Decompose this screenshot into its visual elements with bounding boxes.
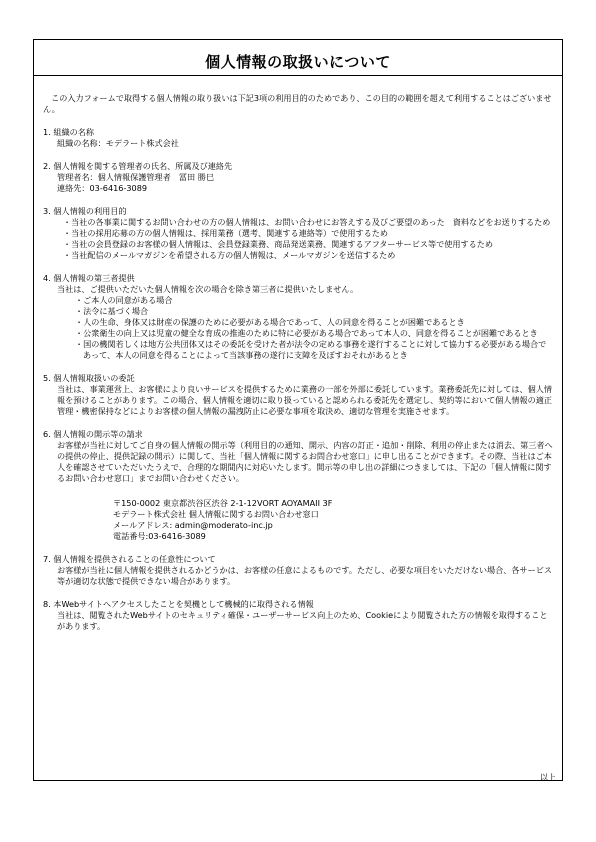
organization-name: 組織の名称：モデラート株式会社 xyxy=(57,138,179,148)
section-heading: 3. 個人情報の利用目的 xyxy=(43,206,127,216)
contact-address-block xyxy=(43,498,553,542)
section-heading: 7. 個人情報を提供されることの任意性について xyxy=(43,554,216,564)
cookies-body: 当社は、閲覧されたWebサイトのセキュリティ確保・ユーザーサービス向上のため、Cookieにより閲覧された方の情報を取得することがあります。 xyxy=(57,610,548,631)
list-item: ・当社配信のメールマガジンを希望される方の個人情報は、メールマガジンを送信するため xyxy=(63,250,396,260)
list-item: ・公衆衛生の向上又は児童の健全な育成の推進のために特に必要がある場合であって本人の、同意を得ることが困難であるとき xyxy=(75,328,538,338)
section-third-party xyxy=(43,273,553,361)
outsourcing-body: 当社は、事業運営上、お客様により良いサービスを提供するために業務の一部を外部に委託しています。業務委託先に対しては、個人情報を預けることがあります。この場合、個人情報を適切に取り扱っていると認められる委託先を選定し、契約等において個人情報の適正管理・機密保持などによりお客様の個人情報の漏洩防止に必要な事項を取決め、適切な管理を実施させます。 xyxy=(57,384,552,416)
list-item: ・当社の各事業に関するお問い合わせの方の個人情報は、お問い合わせにお答えする及びご要望のあった 資料などをお送りするため xyxy=(63,217,551,227)
section-heading: 8. 本Webサイトへアクセスしたことを契機として機械的に取得される情報 xyxy=(43,599,314,609)
section-purpose xyxy=(43,206,553,261)
policy-frame xyxy=(33,39,563,781)
section-heading: 2. 個人情報を関する管理者の氏名、所属及び連絡先 xyxy=(43,161,233,171)
section-heading: 6. 個人情報の開示等の請求 xyxy=(43,429,143,439)
list-item: ・人の生命、身体又は財産の保護のために必要がある場合であって、人の同意を得ることが困難であるとき xyxy=(75,317,465,327)
section-organization xyxy=(43,127,553,149)
title-divider xyxy=(34,75,562,76)
third-party-lead: 当社は、ご提供いただいた個人情報を次の場合を除き第三者に提供いたしません。 xyxy=(57,284,359,294)
contact-window: モデラート株式会社 個人情報に関するお問い合わせ窓口 xyxy=(113,509,319,519)
section-manager xyxy=(43,161,553,194)
intro-paragraph: この入力フォームで取得する個人情報の取り扱いは下記3項の利用目的のためであり、この目的の範囲を超えて利用することはございません。 xyxy=(43,93,552,114)
section-heading: 5. 個人情報取扱いの委託 xyxy=(43,373,135,383)
section-heading: 4. 個人情報の第三者提供 xyxy=(43,273,135,283)
postal-address: 〒150-0002 東京都渋谷区渋谷 2-1-12VORT AOYAMAII 3F xyxy=(113,498,333,508)
voluntary-body: お客様が当社に個人情報を提供されるかどうかは、お客様の任意によるものです。ただし、必要な項目をいただけない場合、各サービス等が適切な状態で提供できない場合があります。 xyxy=(57,565,552,586)
contact-phone: 電話番号:03-6416-3089 xyxy=(113,531,206,541)
section-disclosure xyxy=(43,429,553,542)
list-item: ・ご本人の同意がある場合 xyxy=(75,295,173,305)
section-heading: 1. 組織の名称 xyxy=(43,127,94,137)
closing-mark: 以上 xyxy=(540,773,556,782)
list-item: ・当社の会員登録のお客様の個人情報は、会員登録業務、商品発送業務、関連するアフターサービス等で使用するため xyxy=(63,239,494,249)
section-voluntary xyxy=(43,554,553,587)
section-outsourcing xyxy=(43,373,553,417)
manager-name: 管理者名：個人情報保護管理者 冨田 勝巳 xyxy=(57,172,214,182)
disclosure-body: お客様が当社に対してご自身の個人情報の開示等（利用目的の通知、開示、内容の訂正・追加・削除、利用の停止または消去、第三者への提供の停止、提供記録の開示）に関して、当社「個人情報に関するお問合わせ窓口」に申し出ることができます。その際、当社はご本人を確認させていただいたうえで、合理的な期間内に対応いたします。開示等の申し出の詳細につきましては、下記の「個人情報に関するお問い合わせ窓口」までお問い合わせください。 xyxy=(57,440,553,483)
policy-content xyxy=(43,93,553,632)
page-title: 個人情報の取扱いについて xyxy=(205,53,391,71)
manager-contact: 連絡先：03-6416-3089 xyxy=(57,183,148,193)
list-item: ・当社の採用応募の方の個人情報は、採用業務（選考、関連する連絡等）で使用するため xyxy=(63,228,389,238)
list-item: ・法令に基づく場合 xyxy=(75,306,149,316)
contact-email: メールアドレス: admin@moderato-inc.jp xyxy=(113,520,273,530)
section-cookies xyxy=(43,599,553,632)
list-item: ・国の機関若しくは地方公共団体又はその委託を受けた者が法令の定める事務を遂行することに対して協力する必要がある場合であって、本人の同意を得ることによって当該事務の遂行に支障を及ぼすおそれがあるとき xyxy=(75,339,547,360)
